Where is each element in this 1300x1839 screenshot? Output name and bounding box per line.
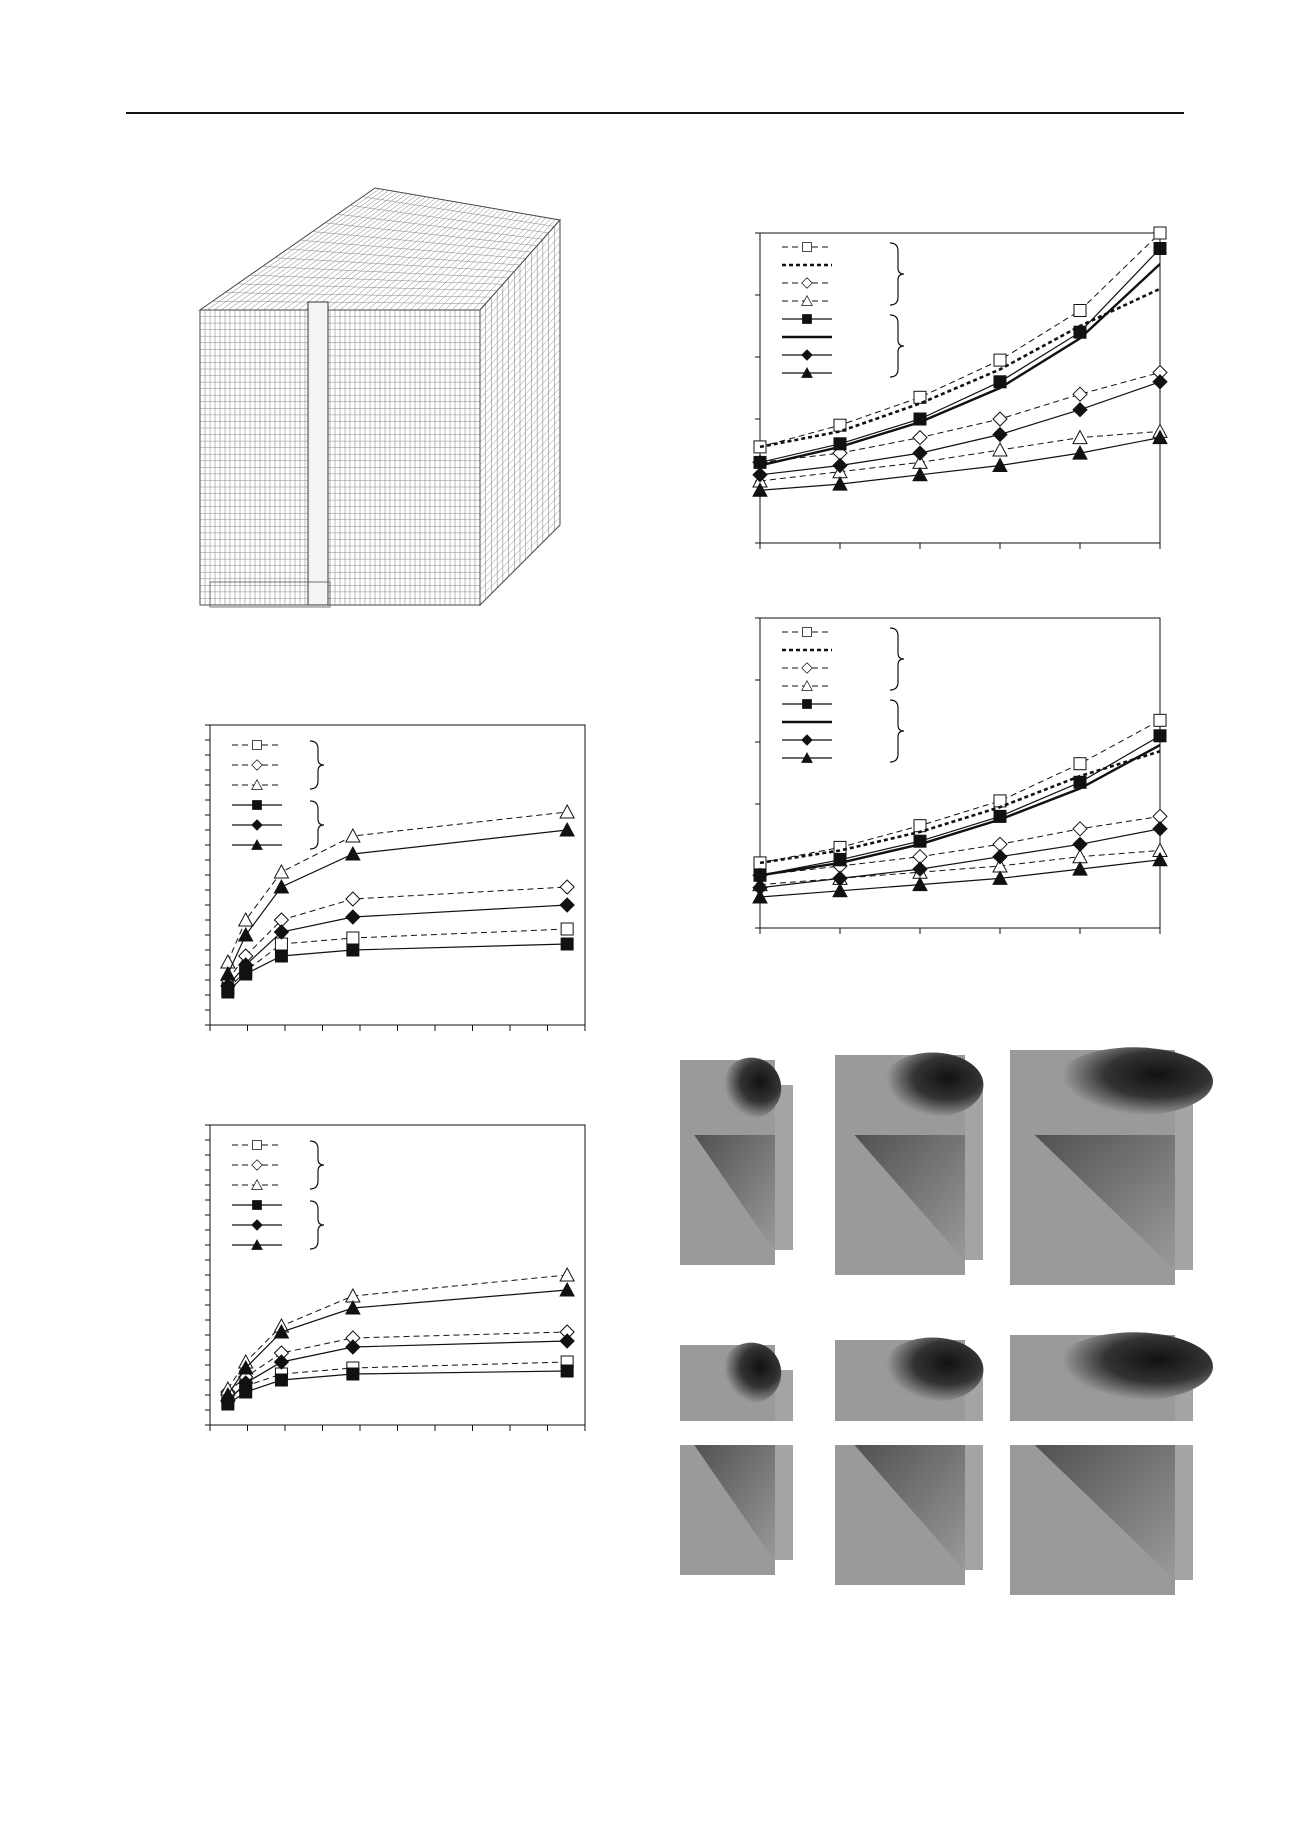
data-point <box>346 892 360 906</box>
legend-marker <box>253 1201 262 1210</box>
data-point <box>1074 758 1086 770</box>
data-point <box>274 880 288 893</box>
data-point <box>833 459 847 473</box>
legend-marker <box>802 735 813 746</box>
data-point <box>561 923 573 935</box>
series-0 <box>754 714 1166 869</box>
legend-marker <box>802 278 813 289</box>
data-point <box>274 1355 288 1369</box>
series-0 <box>222 1356 573 1404</box>
data-point <box>560 898 574 912</box>
chart-left-top <box>190 715 610 1045</box>
series-5 <box>221 823 574 980</box>
series-line <box>760 829 1160 888</box>
plot-frame <box>760 233 1160 543</box>
series-4 <box>221 1334 574 1408</box>
series-line <box>760 720 1160 863</box>
series-7 <box>753 431 1167 497</box>
contour-panel-2 <box>835 1052 983 1275</box>
chart-right-top-svg <box>740 225 1180 560</box>
data-point <box>994 795 1006 807</box>
data-point <box>994 354 1006 366</box>
data-point <box>1073 822 1087 836</box>
legend <box>232 1141 324 1250</box>
data-point <box>913 431 927 445</box>
data-point <box>347 944 359 956</box>
series-4 <box>754 730 1166 882</box>
series-line <box>760 751 1160 863</box>
contour-panel-1 <box>680 1058 793 1265</box>
chart-left-top-svg <box>190 715 610 1045</box>
contour-panels <box>670 1045 1190 1585</box>
data-point <box>1154 730 1166 742</box>
legend-marker <box>803 315 812 324</box>
legend-brace <box>310 801 324 849</box>
data-point <box>239 913 253 926</box>
data-point <box>347 932 359 944</box>
legend-marker <box>252 1160 263 1171</box>
legend <box>782 628 904 763</box>
data-point <box>1073 431 1087 444</box>
series-2 <box>221 805 574 968</box>
data-point <box>561 1365 573 1377</box>
data-point <box>1154 227 1166 239</box>
chart-left-bottom <box>190 1115 610 1445</box>
legend <box>232 741 324 850</box>
data-point <box>1073 403 1087 417</box>
data-point <box>346 1340 360 1354</box>
legend-brace <box>890 243 904 305</box>
series-line <box>760 438 1160 491</box>
data-point <box>993 443 1007 456</box>
data-point <box>913 446 927 460</box>
data-point <box>993 428 1007 442</box>
data-point <box>239 928 253 941</box>
finite-element-mesh-icon <box>190 190 560 610</box>
data-point <box>275 1374 287 1386</box>
legend-marker <box>253 741 262 750</box>
data-point <box>274 865 288 878</box>
data-point <box>1073 387 1087 401</box>
data-point <box>754 456 766 468</box>
mesh-slot <box>308 302 328 605</box>
data-point <box>275 950 287 962</box>
legend-marker <box>802 350 813 361</box>
data-point <box>993 850 1007 864</box>
data-point <box>560 1334 574 1348</box>
data-point <box>560 880 574 894</box>
mesh-figure <box>190 190 560 610</box>
data-point <box>1153 375 1167 389</box>
data-point <box>1073 837 1087 851</box>
series-3 <box>222 938 573 998</box>
plot-frame <box>210 1125 585 1425</box>
legend-marker <box>253 801 262 810</box>
data-point <box>753 468 767 482</box>
legend-marker <box>802 663 813 674</box>
series-line <box>760 431 1160 481</box>
data-point <box>1074 305 1086 317</box>
data-point <box>275 938 287 950</box>
series-line <box>760 851 1160 885</box>
series-1 <box>221 880 574 987</box>
data-point <box>560 805 574 818</box>
legend-marker <box>803 700 812 709</box>
data-point <box>347 1368 359 1380</box>
series-1 <box>760 289 1160 447</box>
legend-marker <box>252 1220 263 1231</box>
chart-right-top <box>740 225 1180 560</box>
legend-marker <box>803 628 812 637</box>
series-1 <box>760 751 1160 863</box>
series-line <box>760 745 1160 875</box>
legend-marker <box>252 760 263 771</box>
mesh-grid <box>200 188 560 607</box>
legend-brace <box>310 741 324 789</box>
data-point <box>560 823 574 836</box>
data-point <box>346 910 360 924</box>
series-line <box>760 289 1160 447</box>
data-point <box>560 1283 574 1296</box>
contour-panel-3 <box>1010 1047 1213 1285</box>
data-point <box>221 967 235 980</box>
series-7 <box>753 853 1167 903</box>
series-5 <box>760 264 1160 466</box>
data-point <box>993 412 1007 426</box>
data-point <box>914 820 926 832</box>
contour-panel-4 <box>680 1343 793 1575</box>
data-point <box>1153 822 1167 836</box>
data-point <box>1074 326 1086 338</box>
series-line <box>760 736 1160 876</box>
data-point <box>1154 243 1166 255</box>
legend-brace <box>310 1141 324 1189</box>
series-3 <box>222 1365 573 1410</box>
series-2 <box>221 1268 574 1395</box>
legend-marker <box>252 820 263 831</box>
chart-right-bottom-svg <box>740 610 1180 945</box>
legend-brace <box>890 700 904 762</box>
data-point <box>561 938 573 950</box>
data-point <box>1154 714 1166 726</box>
header-rule <box>126 112 1184 114</box>
chart-right-bottom <box>740 610 1180 945</box>
legend-brace <box>890 628 904 690</box>
legend-brace <box>890 315 904 377</box>
legend-marker <box>803 243 812 252</box>
chart-left-bottom-svg <box>190 1115 610 1445</box>
series-0 <box>754 227 1166 453</box>
contour-panel-6 <box>1010 1332 1213 1595</box>
legend-marker <box>253 1141 262 1150</box>
stress-contour-icon <box>670 1045 1190 1585</box>
legend <box>782 243 904 378</box>
data-point <box>560 1268 574 1281</box>
series-line <box>760 264 1160 466</box>
legend-brace <box>310 1201 324 1249</box>
data-point <box>754 857 766 869</box>
contour-panel-5 <box>835 1337 983 1585</box>
series-5 <box>760 745 1160 875</box>
plot-frame <box>210 725 585 1025</box>
